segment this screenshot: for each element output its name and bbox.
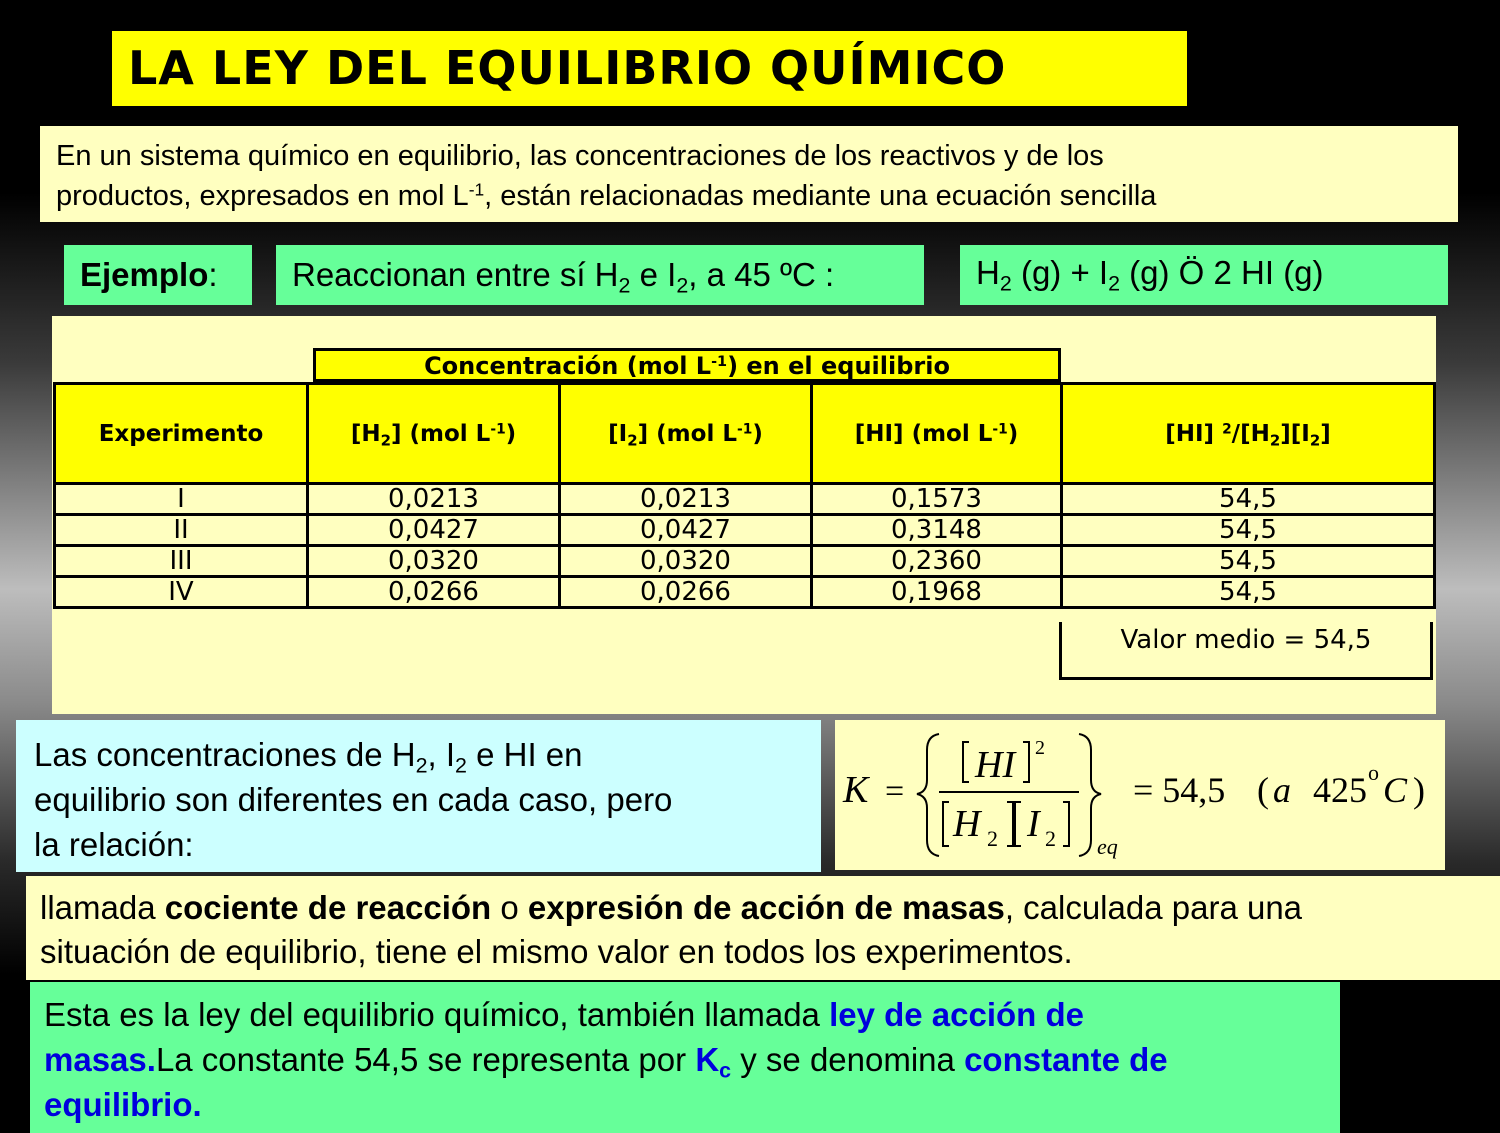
intro-line-2-b: , están relacionadas mediante una ecuación sencilla: [484, 180, 1157, 212]
law-line-3: equilibrio.: [44, 1086, 202, 1123]
called-c: o: [491, 889, 528, 926]
den-bracket-h-right: [1007, 802, 1013, 846]
called-a: llamada: [40, 889, 165, 926]
cell-h2: 0,0427: [308, 515, 560, 546]
conc-sub1: 2: [415, 753, 428, 778]
cell-experiment: IV: [55, 577, 308, 608]
formula-num: HI: [975, 744, 1016, 786]
h2-sub: 2: [380, 430, 391, 449]
example-label-text: Ejemplo: [80, 256, 209, 293]
page-title: LA LEY DEL EQUILIBRIO QUÍMICO: [112, 31, 1187, 106]
formula-cond-deg: o: [1368, 760, 1379, 785]
header-i2: [560, 384, 812, 484]
left-brace-shape: [917, 734, 939, 856]
h2-sup: -1: [490, 420, 506, 437]
law-ksub: c: [719, 1058, 732, 1083]
i2-c: ): [752, 420, 763, 447]
h2-a: [H: [350, 420, 381, 447]
ratio-a: [HI]: [1165, 420, 1223, 447]
reaction-conditions: [276, 245, 924, 305]
ratio-sub1: 2: [1269, 430, 1281, 449]
conc-b: , I: [427, 736, 456, 773]
h2-b: ] (mol L: [390, 420, 491, 447]
group-header-sup: -1: [711, 354, 728, 371]
concentrations-text: [16, 720, 821, 872]
formula-cond-close: ): [1413, 770, 1425, 810]
reaction-a: Reaccionan entre sí H: [292, 256, 619, 293]
cell-ratio: 54,5: [1062, 515, 1435, 546]
conc-line-1: [34, 732, 821, 777]
group-header-b: ) en el equilibrio: [727, 352, 950, 380]
law-f: constante de: [964, 1041, 1168, 1078]
cell-hi: 0,3148: [812, 515, 1062, 546]
formula-eq-sub: eq: [1097, 834, 1118, 859]
equilibrium-table: [53, 382, 1436, 609]
ratio-sup: 2: [1222, 420, 1232, 437]
i2-a: [I: [608, 420, 628, 447]
law-a: Esta es la ley del equilibrio químico, también llamada: [44, 996, 830, 1033]
header-h2: [308, 384, 560, 484]
conc-c: e HI en: [466, 736, 583, 773]
num-bracket-right: [1023, 742, 1029, 782]
law-e: y se denomina: [731, 1041, 965, 1078]
cell-i2: 0,0427: [560, 515, 812, 546]
reaction-c: , a 45 ºC :: [688, 256, 835, 293]
formula-i: I: [1027, 803, 1040, 845]
hi-a: [HI] (mol L: [854, 420, 993, 447]
table-row: [55, 546, 1435, 577]
conc-a: Las concentraciones de H: [34, 736, 416, 773]
cell-ratio: 54,5: [1062, 546, 1435, 577]
cell-experiment: II: [55, 515, 308, 546]
cell-h2: 0,0213: [308, 484, 560, 515]
cell-i2: 0,0320: [560, 546, 812, 577]
concentration-group-header: [313, 348, 1061, 382]
called-e: , calculada para una: [1004, 889, 1303, 926]
formula-value: = 54,5: [1133, 770, 1226, 810]
conc-sub2: 2: [455, 753, 467, 778]
cell-hi: 0,1968: [812, 577, 1062, 608]
formula-h: H: [953, 803, 981, 845]
formula-cond-open: (: [1257, 770, 1269, 810]
cell-i2: 0,0266: [560, 577, 812, 608]
table-row: [55, 484, 1435, 515]
i2-b: ] (mol L: [637, 420, 737, 447]
den-bracket-i-right: [1063, 802, 1069, 846]
ratio-sub2: 2: [1309, 430, 1321, 449]
table-row: [55, 577, 1435, 608]
cell-hi: 0,1573: [812, 484, 1062, 515]
num-bracket-left: [963, 742, 969, 782]
cell-experiment: III: [55, 546, 308, 577]
cell-h2: 0,0266: [308, 577, 560, 608]
equation-b: (g) + I: [1011, 254, 1109, 291]
law-line-2: [44, 1037, 1340, 1082]
ratio-b: /[H: [1231, 420, 1270, 447]
reaction-sub2: 2: [676, 273, 689, 298]
called-d: expresión de acción de masas: [527, 889, 1005, 926]
intro-line-2: [56, 176, 1458, 216]
equation-sub2: 2: [1108, 271, 1120, 296]
equation-sub1: 2: [999, 271, 1012, 296]
den-bracket-i-left: [1015, 802, 1021, 846]
header-ratio: [1062, 384, 1435, 484]
h2-c: ): [505, 420, 517, 447]
formula-cond-c: C: [1383, 770, 1408, 810]
example-label: [64, 245, 252, 305]
hi-c: ): [1007, 420, 1019, 447]
chemical-equation: [960, 245, 1448, 305]
table-header-row: [55, 384, 1435, 484]
conc-line-2: equilibrio son diferentes en cada caso, pero: [34, 781, 673, 818]
example-colon: :: [208, 256, 218, 293]
cell-ratio: 54,5: [1062, 577, 1435, 608]
table-row: [55, 515, 1435, 546]
called-line-2: situación de equilibrio, tiene el mismo valor en todos los experimentos.: [40, 933, 1073, 970]
equation-c: (g) Ö 2 HI (g): [1120, 254, 1324, 291]
formula-h-sub: 2: [987, 826, 998, 851]
header-experimento: Experimento: [55, 384, 308, 484]
law-c: masas.: [44, 1041, 156, 1078]
called-line-1: [40, 886, 1500, 930]
law-b: ley de acción de: [829, 996, 1085, 1033]
reaction-quotient-text: [26, 876, 1500, 980]
mean-value: Valor medio = 54,5: [1059, 622, 1433, 680]
formula-num-exp: 2: [1035, 737, 1045, 759]
called-b: cociente de reacción: [164, 889, 492, 926]
reaction-sub1: 2: [618, 273, 631, 298]
hi-sup: -1: [992, 420, 1008, 437]
ratio-d: ]: [1320, 420, 1331, 447]
cell-ratio: 54,5: [1062, 484, 1435, 515]
intro-text: [40, 126, 1458, 222]
formula-k: K: [843, 769, 869, 811]
intro-line-1: En un sistema químico en equilibrio, las concentraciones de los reactivos y de los: [56, 140, 1104, 172]
intro-sup: -1: [468, 179, 485, 200]
law-line-1: [44, 992, 1340, 1037]
formula-eq: =: [885, 773, 905, 810]
intro-line-2-a: productos, expresados en mol L: [56, 180, 469, 212]
formula-graphic: [835, 720, 1445, 870]
i2-sup: -1: [737, 420, 753, 437]
cell-experiment: I: [55, 484, 308, 515]
ratio-c: ][I: [1280, 420, 1310, 447]
group-header-a: Concentración (mol L: [424, 352, 712, 380]
formula-cond-temp: 425: [1313, 770, 1367, 810]
formula-i-sub: 2: [1045, 826, 1056, 851]
cell-hi: 0,2360: [812, 546, 1062, 577]
conc-line-3: la relación:: [34, 826, 194, 863]
cell-i2: 0,0213: [560, 484, 812, 515]
law-k: K: [695, 1041, 720, 1078]
header-hi: [812, 384, 1062, 484]
reaction-b: e I: [630, 256, 677, 293]
cell-h2: 0,0320: [308, 546, 560, 577]
den-bracket-h-left: [943, 802, 949, 846]
equilibrium-constant-formula: [835, 720, 1445, 870]
formula-cond-a: a: [1273, 770, 1291, 810]
law-text: [30, 982, 1340, 1133]
equation-a: H: [976, 254, 1000, 291]
law-d: La constante 54,5 se representa por: [155, 1041, 696, 1078]
i2-sub: 2: [627, 430, 638, 449]
